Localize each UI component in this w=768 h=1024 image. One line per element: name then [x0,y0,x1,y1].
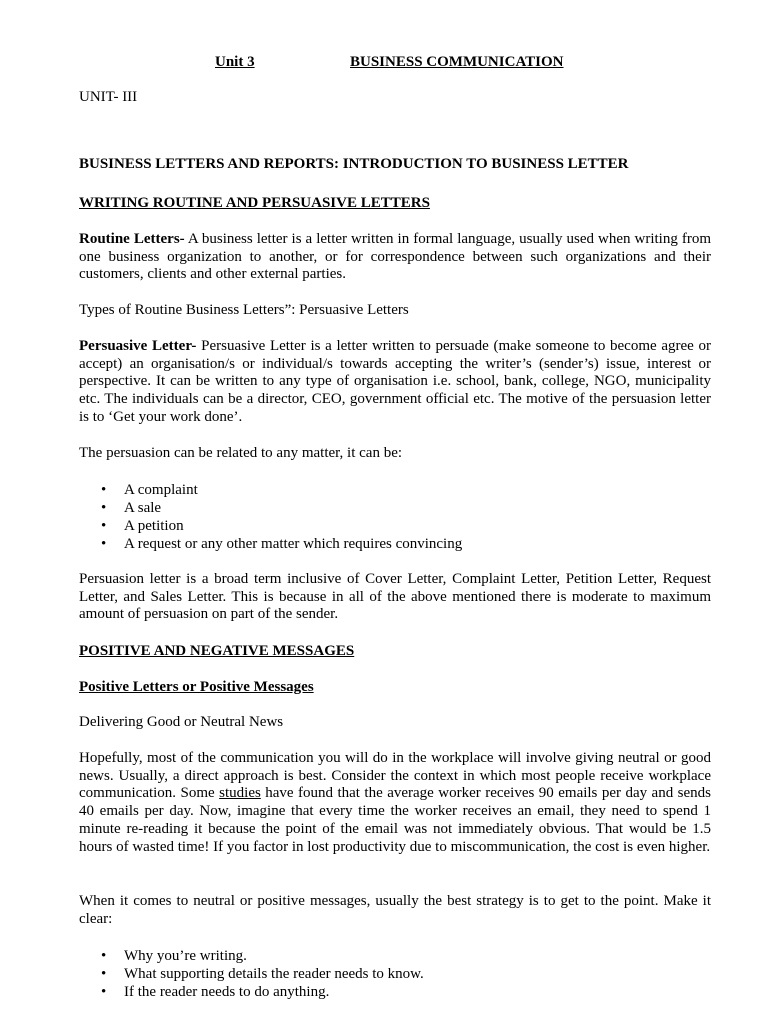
persuasive-letter-paragraph [79,338,711,427]
persuasion-summary: Persuasion letter is a broad term inclusive of Cover Letter, Complaint Letter, Petition Letter, Request Letter, and Sales Letter. This is because in all of the above mentioned there is moderate to maximum amount of persuasion on part of the sender. [79,571,711,623]
subsection-heading-positive-letters: Positive Letters or Positive Messages [79,679,314,695]
routine-letters-text: A business letter is a letter written in formal language, usually used when writing from one business organization to another, or for correspondence between such organizations and their customers, clients and other external parties. [79,231,711,283]
persuasion-intro: The persuasion can be related to any matter, it can be: [79,445,403,461]
neutral-intro: When it comes to neutral or positive messages, usually the best strategy is to get to the point. Make it clear: [79,893,711,927]
list-item: • A complaint [101,482,198,498]
list-item: • Why you’re writing. [101,948,247,964]
list-item: • A sale [101,500,162,516]
studies-link[interactable]: studies [219,785,261,802]
bullet-icon: • [101,966,107,982]
routine-letters-paragraph [79,231,711,284]
list-item: • What supporting details the reader needs to know. [101,966,424,982]
workplace-paragraph: Hopefully, most of the communication you will do in the workplace will involve giving neutral or good news. Usually, a direct approach is best. Consider the context in which most people receive workplace communication. Some studies have found that the average worker receives 90 emails per day and sends 40 emails per day. Now, imagine that every time the worker receives an email, they need to spend 1 minute re-reading it because the point of the email was not immediately obvious. That would be 1.5 hours of wasted time! If you factor in lost productivity due to miscommunication, the cost is even higher. [79,750,711,855]
persuasive-letter-term: Persuasive Letter- [79,338,197,354]
bullet-icon: • [101,500,107,516]
types-line: Types of Routine Business Letters”: Persuasive Letters [79,302,409,318]
unit-label: UNIT- III [79,89,138,105]
bullet-icon: • [101,536,107,552]
bullet-icon: • [101,482,107,498]
list-item: • A petition [101,518,184,534]
routine-letters-term: Routine Letters- [79,231,185,247]
bullet-icon: • [101,984,107,1000]
persuasion-list [79,481,711,553]
section-heading-positive-negative: POSITIVE AND NEGATIVE MESSAGES [79,643,355,659]
delivering-line: Delivering Good or Neutral News [79,714,284,730]
section-heading-routine-persuasive: WRITING ROUTINE AND PERSUASIVE LETTERS [79,195,430,211]
list-item: • A request or any other matter which requires convincing [101,536,463,552]
bullet-icon: • [101,518,107,534]
bullet-icon: • [101,948,107,964]
list-item: • If the reader needs to do anything. [101,984,330,1000]
clear-list [79,947,711,1001]
persuasive-letter-text: Persuasive Letter is a letter written to persuade (make someone to become agree or accept) an organisation/s or individual/s towards accepting the writer’s (sender’s) issue, interest or perspective. It can be written to any type of organisation i.e. school, bank, college, NGO, municipality etc. The individuals can be a director, CEO, government official etc. The motive of the persuasion letter is to ‘Get your work done’. [79,338,711,425]
section-heading-business-letters: BUSINESS LETTERS AND REPORTS: INTRODUCTION TO BUSINESS LETTER [79,156,629,172]
header-unit: Unit 3 [215,54,255,70]
header-title: BUSINESS COMMUNICATION [350,54,564,70]
